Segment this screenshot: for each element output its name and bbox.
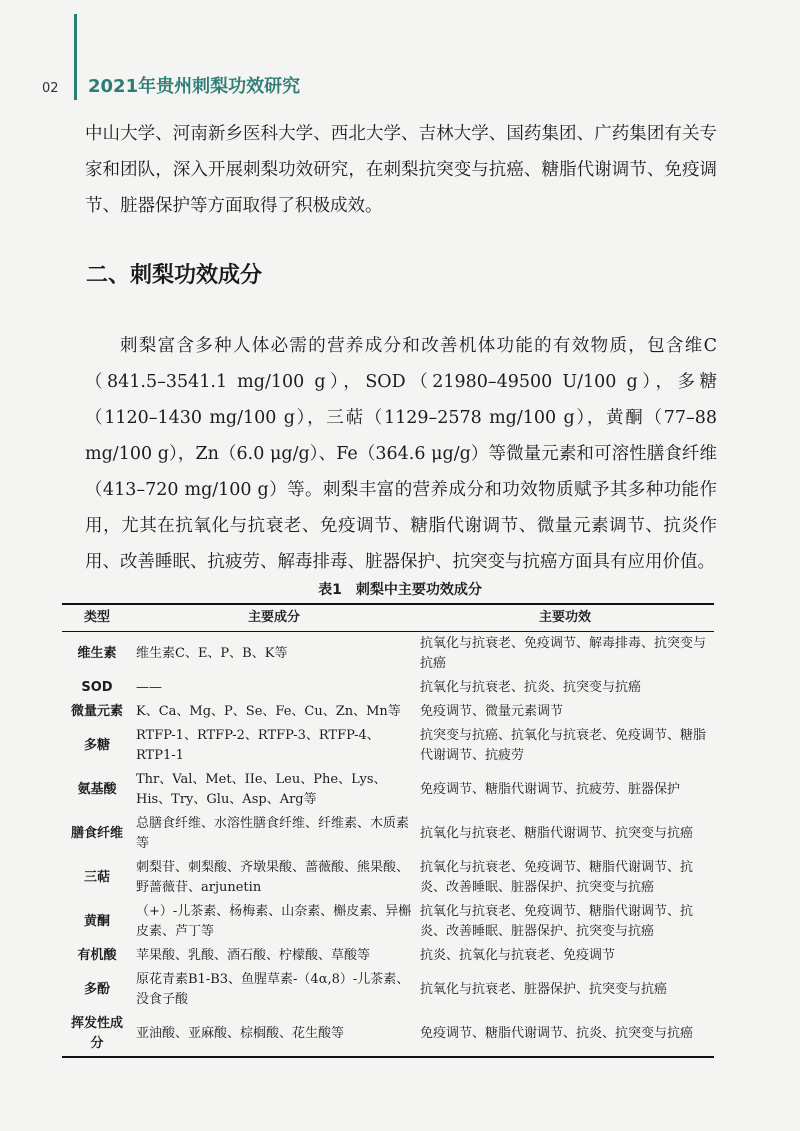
components-table <box>62 603 714 1058</box>
column-header-type: 类型 <box>62 604 132 632</box>
table-row <box>62 856 714 900</box>
cell-type: SOD <box>81 680 113 695</box>
cell-components: 苹果酸、乳酸、酒石酸、柠檬酸、草酸等 <box>136 948 371 963</box>
cell-type: 膳食纤维 <box>70 826 123 841</box>
cell-components: 原花青素B1-B3、鱼腥草素-（4α,8）-儿茶素、没食子酸 <box>136 972 410 1007</box>
cell-components: —— <box>136 680 162 695</box>
cell-type: 多酚 <box>83 982 110 997</box>
cell-components: 亚油酸、亚麻酸、棕榈酸、花生酸等 <box>132 1012 416 1057</box>
cell-effects: 抗氧化与抗衰老、糖脂代谢调节、抗突变与抗癌 <box>420 826 694 841</box>
cell-effects: 免疫调节、糖脂代谢调节、抗疲劳、脏器保护 <box>420 782 681 797</box>
intro-paragraph: 中山大学、河南新乡医科大学、西北大学、吉林大学、国药集团、广药集团有关专家和团队，深入开展刺梨功效研究，在刺梨抗突变与抗癌、糖脂代谢调节、免疫调节、脏器保护等方面取得了积极成效。 <box>85 124 717 216</box>
table-row <box>62 676 714 700</box>
table-row <box>62 632 714 677</box>
table-caption: 表1 刺梨中主要功效成分 <box>318 582 482 598</box>
section-heading: 二、刺梨功效成分 <box>86 263 263 288</box>
cell-components: Thr、Val、Met、IIe、Leu、Phe、Lys、His、Try、Glu、Asp、Arg等 <box>136 772 387 807</box>
cell-type: 氨基酸 <box>77 782 117 797</box>
body-paragraph: 刺梨富含多种人体必需的营养成分和改善机体功能的有效物质，包含维C（841.5–3541.1 mg/100 g），SOD（21980–49500 U/100 g），多糖（1120–1430 mg/100 g），三萜（1129–2578 mg/100 g），黄酮（77–88 mg/100 g），Zn（6.0 μg/g）、Fe（364.6 μg/g）等微量元素和可溶性膳食纤维（413–720 mg/100 g）等。刺梨丰富的营养成分和功效物质赋予其多种功能作用，尤其在抗氧化与抗衰老、免疫调节、糖脂代谢调节、微量元素调节、抗炎作用、改善睡眠、抗疲劳、解毒排毒、脏器保护、抗突变与抗癌方面具有应用价值。 <box>85 336 717 572</box>
table-row <box>62 724 714 768</box>
cell-components: K、Ca、Mg、P、Se、Fe、Cu、Zn、Mn等 <box>136 704 401 719</box>
cell-effects: 免疫调节、微量元素调节 <box>420 704 564 719</box>
cell-type: 三萜 <box>83 870 110 885</box>
cell-effects: 抗突变与抗癌、抗氧化与抗衰老、免疫调节、糖脂代谢调节、抗疲劳 <box>420 728 707 763</box>
cell-type: 有机酸 <box>77 948 117 963</box>
cell-effects: 抗氧化与抗衰老、免疫调节、糖脂代谢调节、抗炎、改善睡眠、脏器保护、抗突变与抗癌 <box>420 904 694 939</box>
table-row <box>62 1012 714 1057</box>
cell-type: 多糖 <box>83 738 110 753</box>
cell-type: 维生素 <box>77 646 117 661</box>
cell-type: 挥发性成分 <box>62 1012 132 1057</box>
running-title: 2021年贵州刺梨功效研究 <box>88 76 301 97</box>
table-row <box>62 900 714 944</box>
cell-components: 刺梨苷、刺梨酸、齐墩果酸、蔷薇酸、熊果酸、野蔷薇苷、arjunetin <box>136 860 410 895</box>
cell-type: 微量元素 <box>70 704 123 719</box>
column-header-effects: 主要功效 <box>416 604 714 632</box>
cell-components: RTFP-1、RTFP-2、RTFP-3、RTFP-4、RTP1-1 <box>136 728 380 763</box>
cell-effects: 抗氧化与抗衰老、脏器保护、抗突变与抗癌 <box>420 982 668 997</box>
cell-components: （+）-儿茶素、杨梅素、山奈素、槲皮素、异槲皮素、芦丁等 <box>136 904 412 939</box>
table-row <box>62 944 714 968</box>
table-row <box>62 700 714 724</box>
page-header <box>42 72 300 98</box>
cell-effects: 免疫调节、糖脂代谢调节、抗炎、抗突变与抗癌 <box>416 1012 714 1057</box>
cell-effects: 抗氧化与抗衰老、抗炎、抗突变与抗癌 <box>420 680 642 695</box>
cell-components: 维生素C、E、P、B、K等 <box>136 646 288 661</box>
table-header-row <box>62 604 714 632</box>
page-number: 02 <box>42 81 59 96</box>
cell-effects: 抗氧化与抗衰老、免疫调节、解毒排毒、抗突变与抗癌 <box>420 636 707 671</box>
cell-type: 黄酮 <box>83 914 110 929</box>
cell-components: 总膳食纤维、水溶性膳食纤维、纤维素、木质素等 <box>136 816 410 851</box>
table-row <box>62 768 714 812</box>
table-row <box>62 812 714 856</box>
cell-effects: 抗炎、抗氧化与抗衰老、免疫调节 <box>420 948 616 963</box>
cell-effects: 抗氧化与抗衰老、免疫调节、糖脂代谢调节、抗炎、改善睡眠、脏器保护、抗突变与抗癌 <box>420 860 694 895</box>
table-row <box>62 968 714 1012</box>
column-header-components: 主要成分 <box>132 604 416 632</box>
